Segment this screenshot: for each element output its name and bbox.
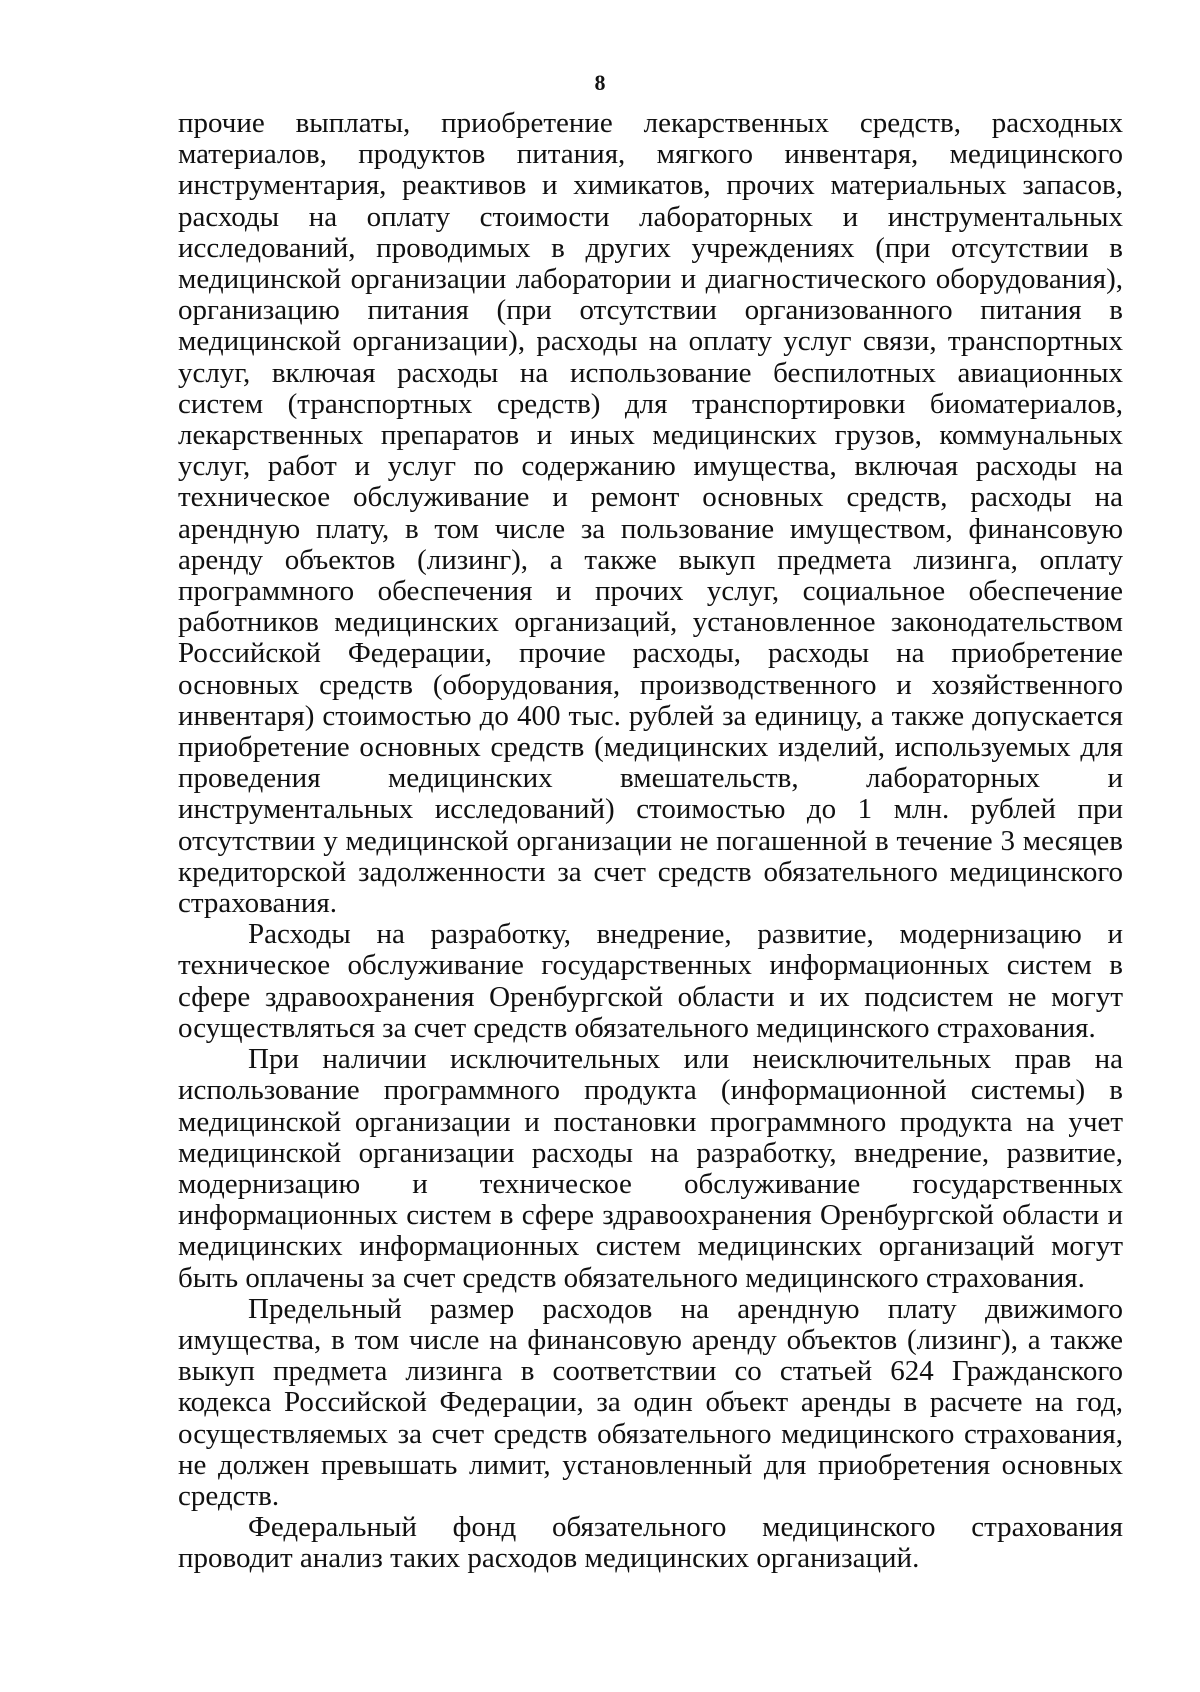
page-number: 8 bbox=[594, 70, 606, 95]
paragraph-3: При наличии исключительных или неисключительных прав на использование программного продукта (информационной системы) в медицинской организации и постановки программного продукта на учет медицинской организации расходы на разработку, внедрение, развитие, модернизацию и техническое обслуживание государственных информационных систем в сфере здравоохранения Оренбургской области и медицинских информационных систем медицинских организаций могут быть оплачены за счет средств обязательного медицинского страхования. bbox=[178, 1043, 1123, 1294]
document-body bbox=[178, 108, 1123, 1575]
paragraph-2: Расходы на разработку, внедрение, развитие, модернизацию и техническое обслуживание государственных информационных систем в сфере здравоохранения Оренбургской области и их подсистем не могут осуществляться за счет средств обязательного медицинского страхования. bbox=[178, 918, 1123, 1044]
paragraph-5: Федеральный фонд обязательного медицинского страхования проводит анализ таких расходов медицинских организаций. bbox=[178, 1511, 1123, 1575]
paragraph-4: Предельный размер расходов на арендную плату движимого имущества, в том числе на финансовую аренду объектов (лизинг), а также выкуп предмета лизинга в соответствии со статьей 624 Гражданского кодекса Российской Федерации, за один объект аренды в расчете на год, осуществляемых за счет средств обязательного медицинского страхования, не должен превышать лимит, установленный для приобретения основных средств. bbox=[178, 1292, 1123, 1512]
paragraph-1: прочие выплаты, приобретение лекарственных средств, расходных материалов, продуктов питания, мягкого инвентаря, медицинского инструментария, реактивов и химикатов, прочих материальных запасов, расходы на оплату стоимости лабораторных и инструментальных исследований, проводимых в других учреждениях (при отсутствии в медицинской организации лаборатории и диагностического оборудования), организацию питания (при отсутствии организованного питания в медицинской организации), расходы на оплату услуг связи, транспортных услуг, включая расходы на использование беспилотных авиационных систем (транспортных средств) для транспортировки биоматериалов, лекарственных препаратов и иных медицинских грузов, коммунальных услуг, работ и услуг по содержанию имущества, включая расходы на техническое обслуживание и ремонт основных средств, расходы на арендную плату, в том числе за пользование имуществом, финансовую аренду объектов (лизинг), а также выкуп предмета лизинга, оплату программного обеспечения и прочих услуг, социальное обеспечение работников медицинских организаций, установленное законодательством Российской Федерации, прочие расходы, расходы на приобретение основных средств (оборудования, производственного и хозяйственного инвентаря) стоимостью до 400 тыс. рублей за единицу, а также допускается приобретение основных средств (медицинских изделий, используемых для проведения медицинских вмешательств, лабораторных и инструментальных исследований) стоимостью до 1 млн. рублей при отсутствии у медицинской организации не погашенной в течение 3 месяцев кредиторской задолженности за счет средств обязательного медицинского страхования. bbox=[178, 107, 1123, 920]
